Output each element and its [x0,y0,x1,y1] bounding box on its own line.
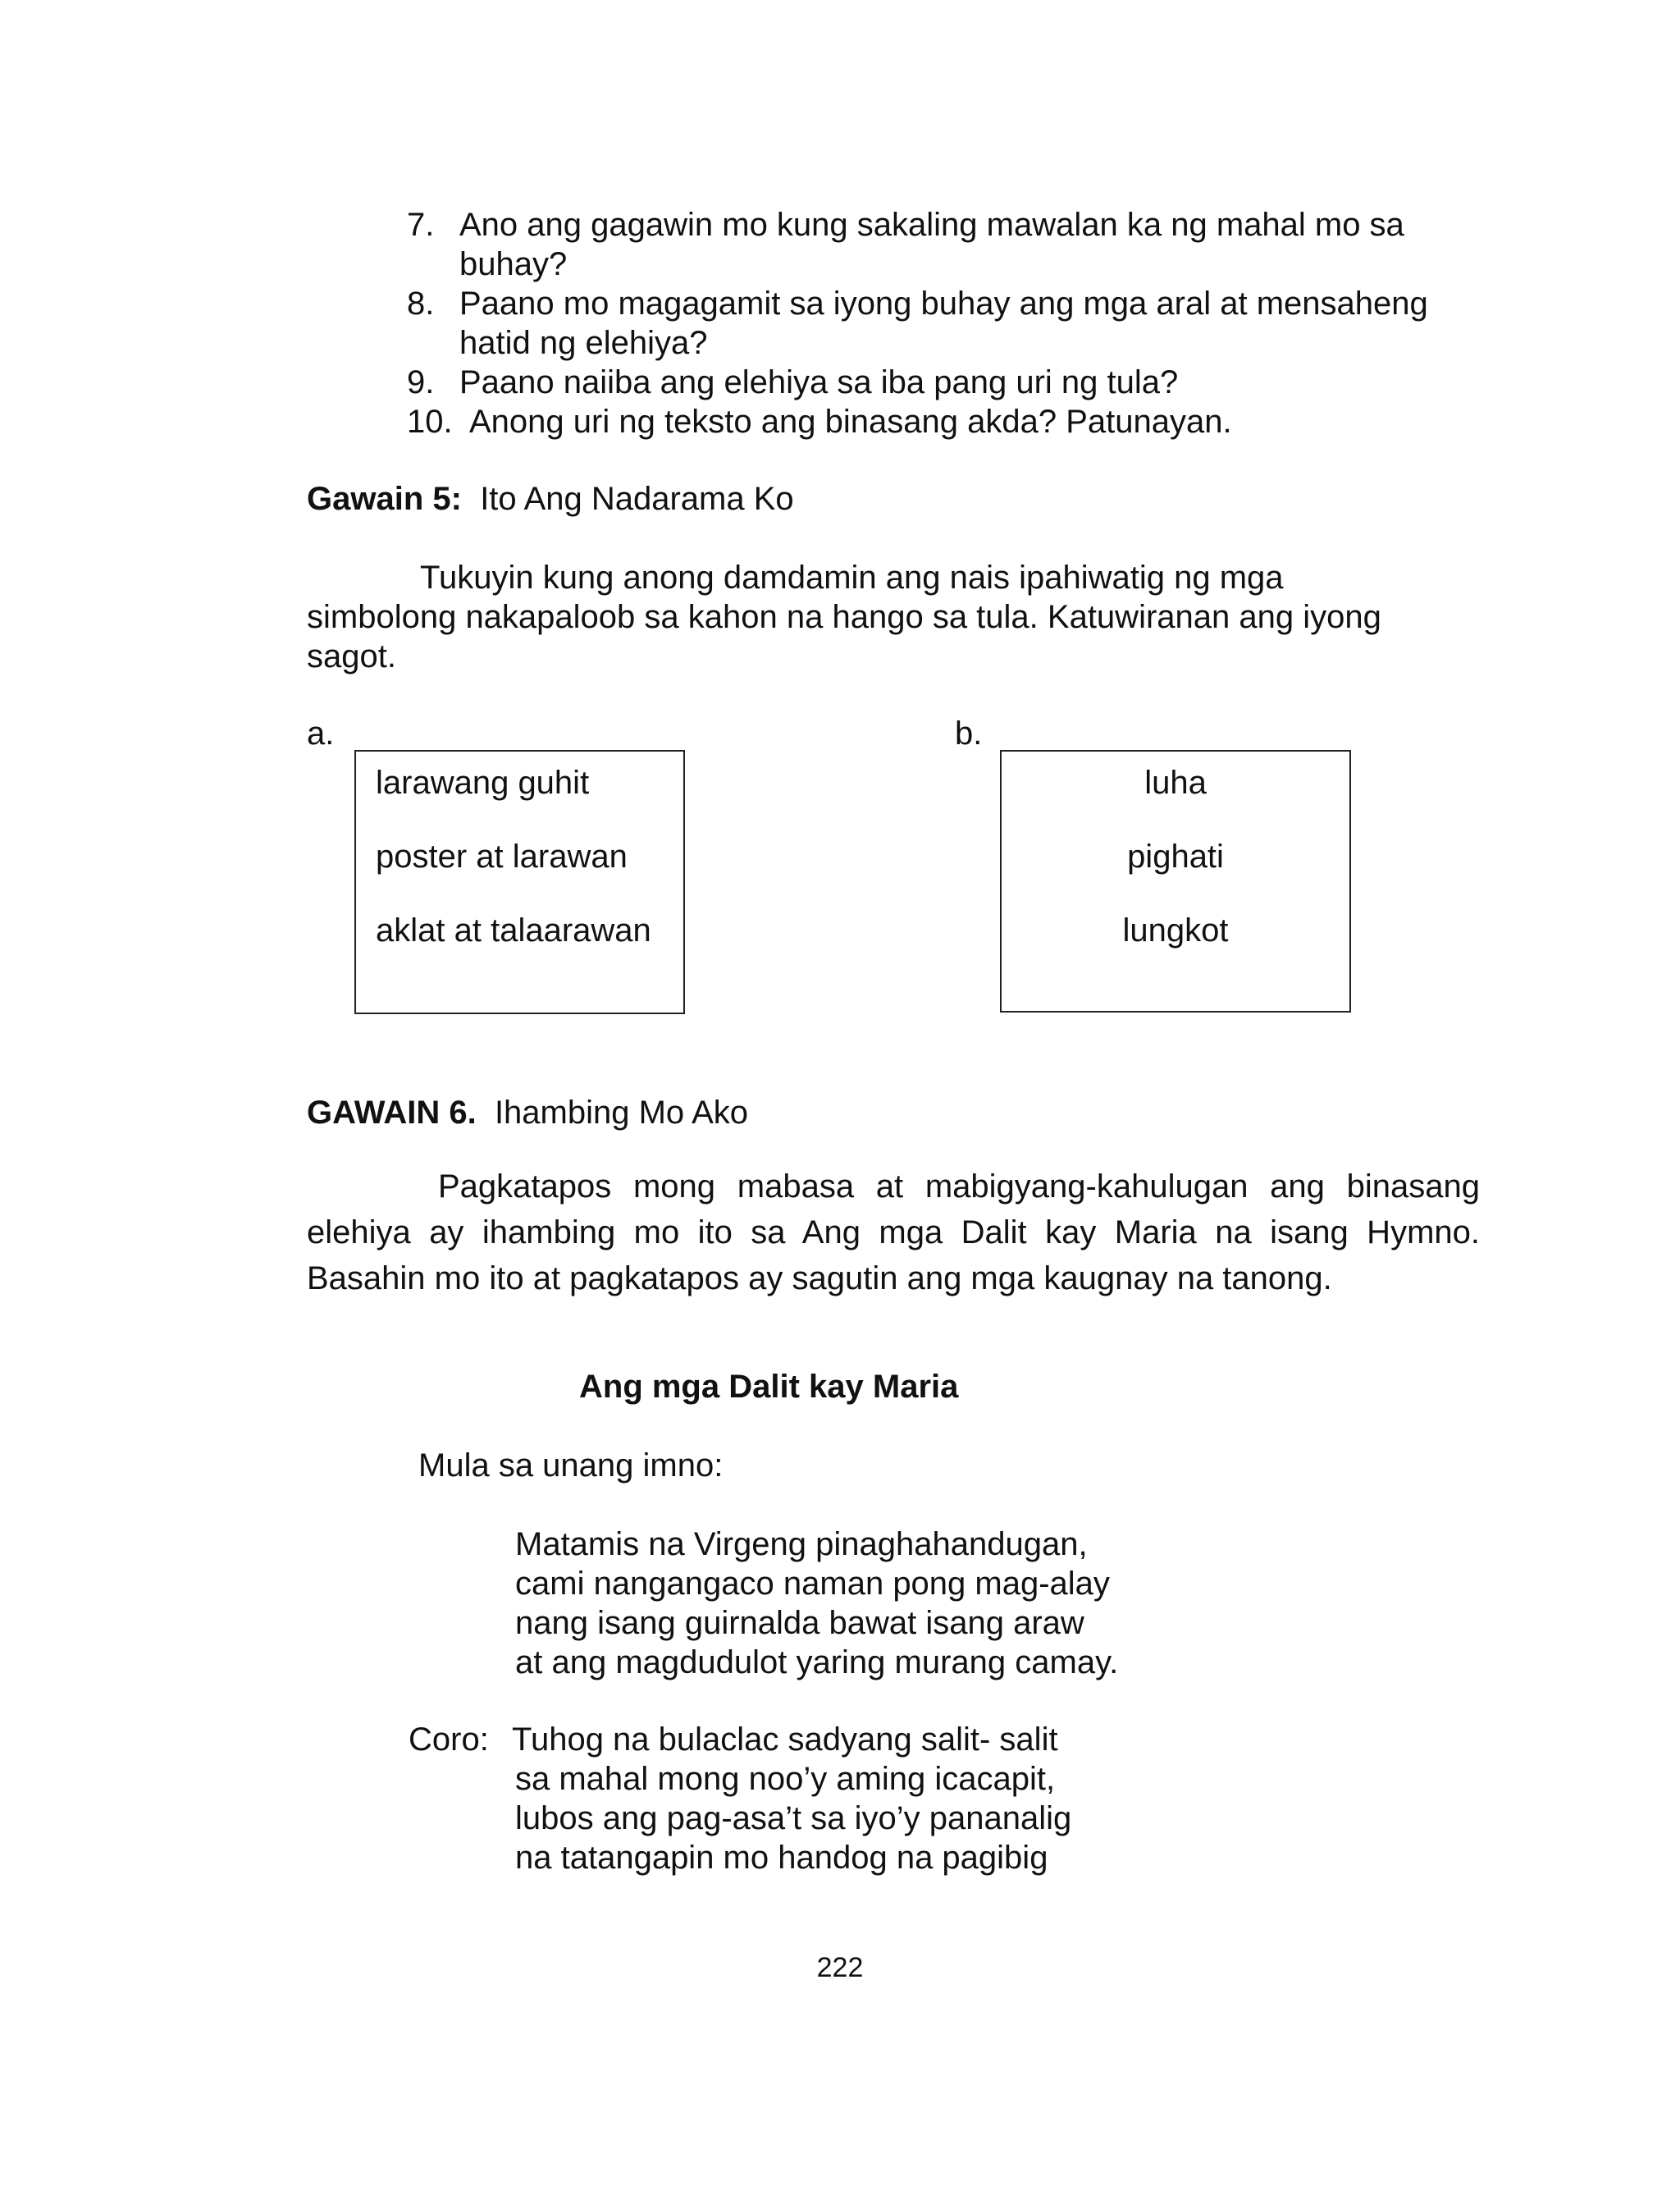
poem-line: Matamis na Virgeng pinaghahandugan, [515,1526,1088,1562]
question-text: Ano ang gagawin mo kung sakaling mawalan ka ng mahal mo sa [459,207,1404,243]
gawain5-instructions-line: Tukuyin kung anong damdamin ang nais ipahiwatig ng mga [420,560,1284,596]
box-item: luha [1144,765,1207,801]
box-item: lungkot [1122,912,1229,949]
poem-line: nang isang guirnalda bawat isang araw [515,1605,1084,1641]
poem-source: Mula sa unang imno: [418,1447,724,1484]
gawain6-label: GAWAIN 6. [307,1095,477,1131]
question-text: Paano mo magagamit sa iyong buhay ang mga aral at mensaheng [459,286,1428,322]
question-number: 9. [407,364,435,400]
gawain5-instructions-line: simbolong nakapaloob sa kahon na hango sa tula. Katuwiranan ang iyong [307,599,1381,635]
box-b-letter: b. [955,716,983,752]
coro-label: Coro: [409,1721,489,1758]
box-item: aklat at talaarawan [376,912,651,949]
gawain5-label: Gawain 5: [307,481,462,517]
box-a-letter: a. [307,716,335,752]
box-item: larawang guhit [376,765,590,801]
question-text: buhay? [459,246,568,282]
gawain5-instructions-line: sagot. [307,638,396,674]
poem-line: Tuhog na bulaclac sadyang salit- salit [512,1721,1058,1758]
poem-line: lubos ang pag-asa’t sa iyo’y pananalig [515,1800,1072,1836]
gawain5-heading [307,479,794,519]
box-item: pighati [1127,839,1224,875]
poem-line: sa mahal mong noo’y aming icacapit, [515,1761,1056,1797]
poem-line: cami nangangaco naman pong mag-alay [515,1566,1110,1602]
question-text: hatid ng elehiya? [459,325,708,361]
poem-line: na tatangapin mo handog na pagibig [515,1840,1048,1876]
question-text: Paano naiiba ang elehiya sa iba pang uri ng tula? [459,364,1179,400]
symbol-box-a [354,750,685,1014]
gawain6-instructions: Pagkatapos mong mabasa at mabigyang-kahulugan ang binasang elehiya ay ihambing mo ito sa Ang mga Dalit kay Maria na isang Hymno. Basahin mo ito at pagkatapos ay sagutin ang mga kaugnay na tanong. [307,1168,1480,1296]
question-number: 7. [407,207,435,243]
page-number: 222 [816,1952,864,1983]
gawain6-title: Ihambing Mo Ako [494,1095,748,1131]
question-number: 8. [407,286,435,322]
poem-line: at ang magdudulot yaring murang camay. [515,1644,1119,1680]
question-number: 10. [407,404,453,440]
gawain5-title: Ito Ang Nadarama Ko [480,481,794,517]
poem-title: Ang mga Dalit kay Maria [579,1369,959,1405]
box-item: poster at larawan [376,839,628,875]
gawain6-heading [307,1093,748,1132]
symbol-box-b [1000,750,1351,1013]
question-text: Anong uri ng teksto ang binasang akda? Patunayan. [469,404,1232,440]
